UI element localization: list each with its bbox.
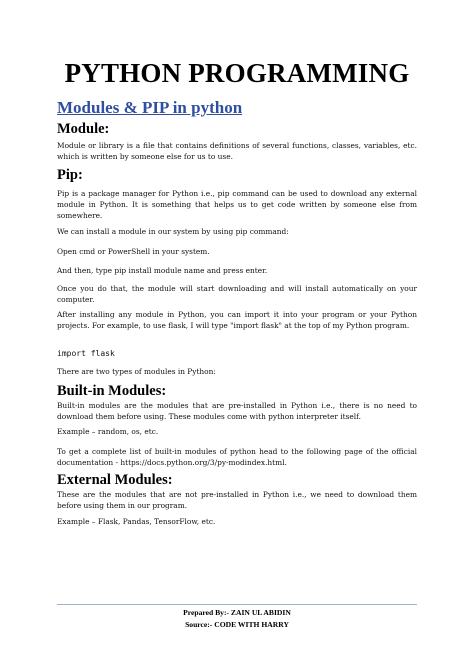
install-intro-paragraph: We can install a module in our system by using pip command:	[57, 227, 289, 236]
page-subtitle: Modules & PIP in python	[57, 98, 243, 117]
pip-paragraph: Pip is a package manager for Python i.e., pip command can be used to download any external module in Python. It is something that helps us to get code written by someone else from somewhere.	[57, 189, 417, 220]
builtin-heading: Built-in Modules:	[57, 383, 167, 399]
footer-divider	[57, 604, 417, 605]
footer-prepared-by: Prepared By:- ZAIN UL ABIDIN	[183, 608, 291, 617]
external-heading: External Modules:	[57, 472, 173, 488]
pip-heading: Pip:	[57, 167, 83, 183]
page-title: PYTHON PROGRAMMING	[64, 58, 410, 88]
module-heading: Module:	[57, 121, 110, 137]
external-example: Example – Flask, Pandas, TensorFlow, etc.	[57, 517, 216, 526]
footer-source: Source:- CODE WITH HARRY	[185, 620, 289, 629]
external-paragraph: These are the modules that are not pre-installed in Python i.e., we need to download them before using them in our program.	[57, 490, 417, 510]
builtin-example: Example – random, os, etc.	[57, 427, 159, 436]
step-done-paragraph: Once you do that, the module will start downloading and will install automatically on your computer.	[57, 284, 417, 304]
module-paragraph: Module or library is a file that contains definitions of several functions, classes, variables, etc. which is written by someone else for us to use.	[57, 141, 417, 161]
code-line: import flask	[57, 349, 115, 358]
builtin-paragraph: Built-in modules are the modules that are pre-installed in Python i.e., there is no need to download them before using. These modules come with python interpreter itself.	[57, 401, 417, 421]
step-open-paragraph: Open cmd or PowerShell in your system.	[57, 247, 210, 256]
module-types-paragraph: There are two types of modules in Python:	[57, 367, 216, 376]
builtin-list-paragraph: To get a complete list of built-in modules of python head to the following page of the official documentation - https://docs.python.org/3/py-modindex.html.	[57, 447, 417, 467]
import-paragraph: After installing any module in Python, you can import it into your program or your Python projects. For example, to use flask, I will type "import flask" at the top of my Python program.	[57, 310, 417, 330]
step-type-paragraph: And then, type pip install module name and press enter.	[57, 266, 268, 275]
